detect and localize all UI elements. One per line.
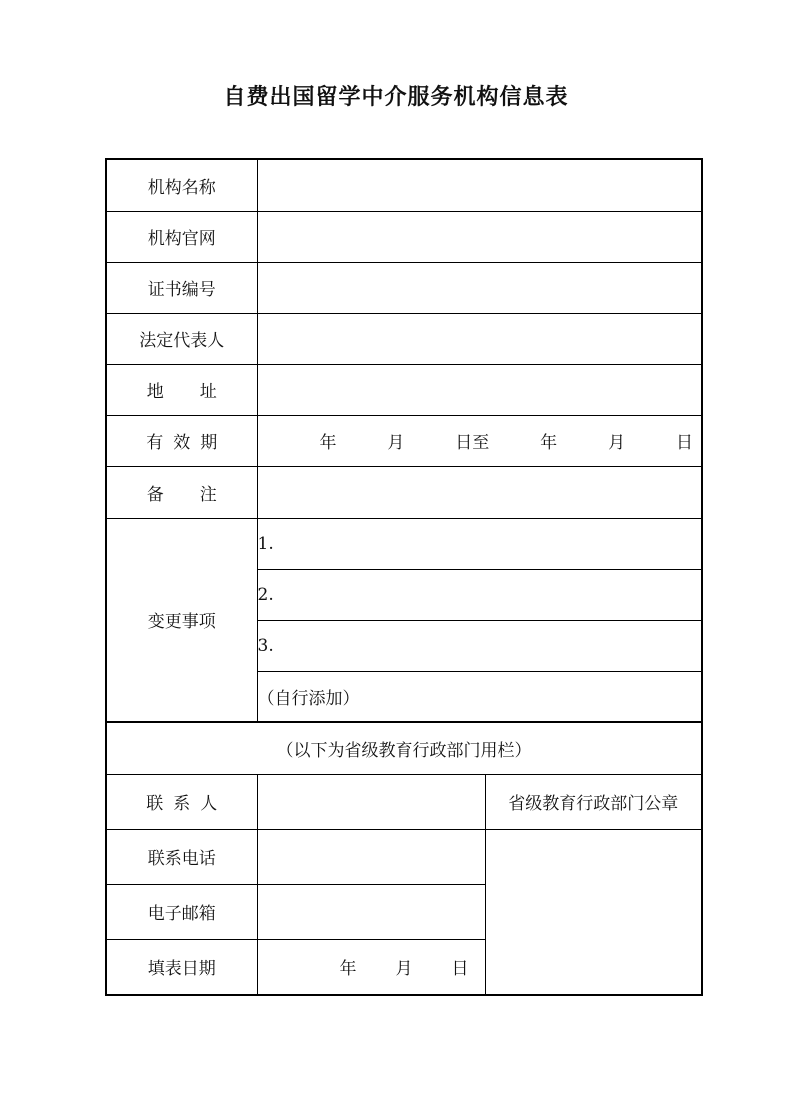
contact-label-char: 人 [200, 794, 218, 814]
change-item[interactable]: 2. [257, 569, 702, 620]
fill-date-field[interactable] [257, 939, 485, 995]
fill-date-year: 年 [339, 959, 357, 980]
row-change-1 [106, 518, 702, 569]
date-year-label: 年 [540, 433, 558, 453]
seal-area[interactable] [485, 829, 702, 995]
row-admin-header [106, 722, 702, 774]
row-website [106, 211, 702, 262]
address-label [106, 364, 257, 415]
remarks-label [106, 466, 257, 518]
change-item[interactable]: 3. [257, 620, 702, 671]
change-item-add-hint[interactable]: （自行添加） [257, 671, 702, 722]
fill-date-month: 月 [395, 959, 413, 980]
date-day-label: 日 [675, 433, 693, 453]
date-month-label: 月 [387, 433, 405, 453]
org-name-label: 机构名称 [106, 159, 257, 211]
remarks-label-char: 注 [199, 484, 217, 505]
validity-label-char: 期 [200, 433, 218, 453]
contact-field[interactable] [257, 774, 485, 829]
row-remarks [106, 466, 702, 518]
row-cert-no [106, 262, 702, 313]
validity-label-char: 效 [173, 433, 191, 453]
seal-label: 省级教育行政部门公章 [485, 774, 702, 829]
row-org-name [106, 159, 702, 211]
remarks-label-char: 备 [146, 484, 164, 505]
contact-label-char: 联 [146, 794, 164, 814]
date-year-label: 年 [319, 433, 337, 453]
contact-label [106, 774, 257, 829]
phone-field[interactable] [257, 829, 485, 884]
address-label-char: 址 [199, 382, 217, 402]
address-label-char: 地 [146, 382, 164, 402]
change-item[interactable]: 1. [257, 518, 702, 569]
email-label: 电子邮箱 [106, 884, 257, 939]
cert-no-field[interactable] [257, 262, 702, 313]
page-title: 自费出国留学中介服务机构信息表 [223, 85, 569, 110]
admin-section-header: （以下为省级教育行政部门用栏） [106, 722, 702, 774]
cert-no-label: 证书编号 [106, 262, 257, 313]
changes-label: 变更事项 [106, 518, 257, 722]
legal-rep-field[interactable] [257, 313, 702, 364]
phone-label: 联系电话 [106, 829, 257, 884]
website-label: 机构官网 [106, 211, 257, 262]
date-month-label: 月 [608, 433, 626, 453]
row-address [106, 364, 702, 415]
website-field[interactable] [257, 211, 702, 262]
date-day-to-label: 日至 [455, 433, 490, 453]
legal-rep-label: 法定代表人 [106, 313, 257, 364]
address-field[interactable] [257, 364, 702, 415]
fill-date-label: 填表日期 [106, 939, 257, 995]
remarks-field[interactable] [257, 466, 702, 518]
contact-label-char: 系 [173, 794, 191, 814]
row-legal-rep [106, 313, 702, 364]
validity-field[interactable] [257, 415, 702, 466]
fill-date-day: 日 [451, 959, 469, 980]
row-validity [106, 415, 702, 466]
email-field[interactable] [257, 884, 485, 939]
row-phone [106, 829, 702, 884]
validity-label [106, 415, 257, 466]
org-name-field[interactable] [257, 159, 702, 211]
info-form-table [105, 158, 703, 996]
row-contact [106, 774, 702, 829]
validity-label-char: 有 [146, 433, 164, 453]
